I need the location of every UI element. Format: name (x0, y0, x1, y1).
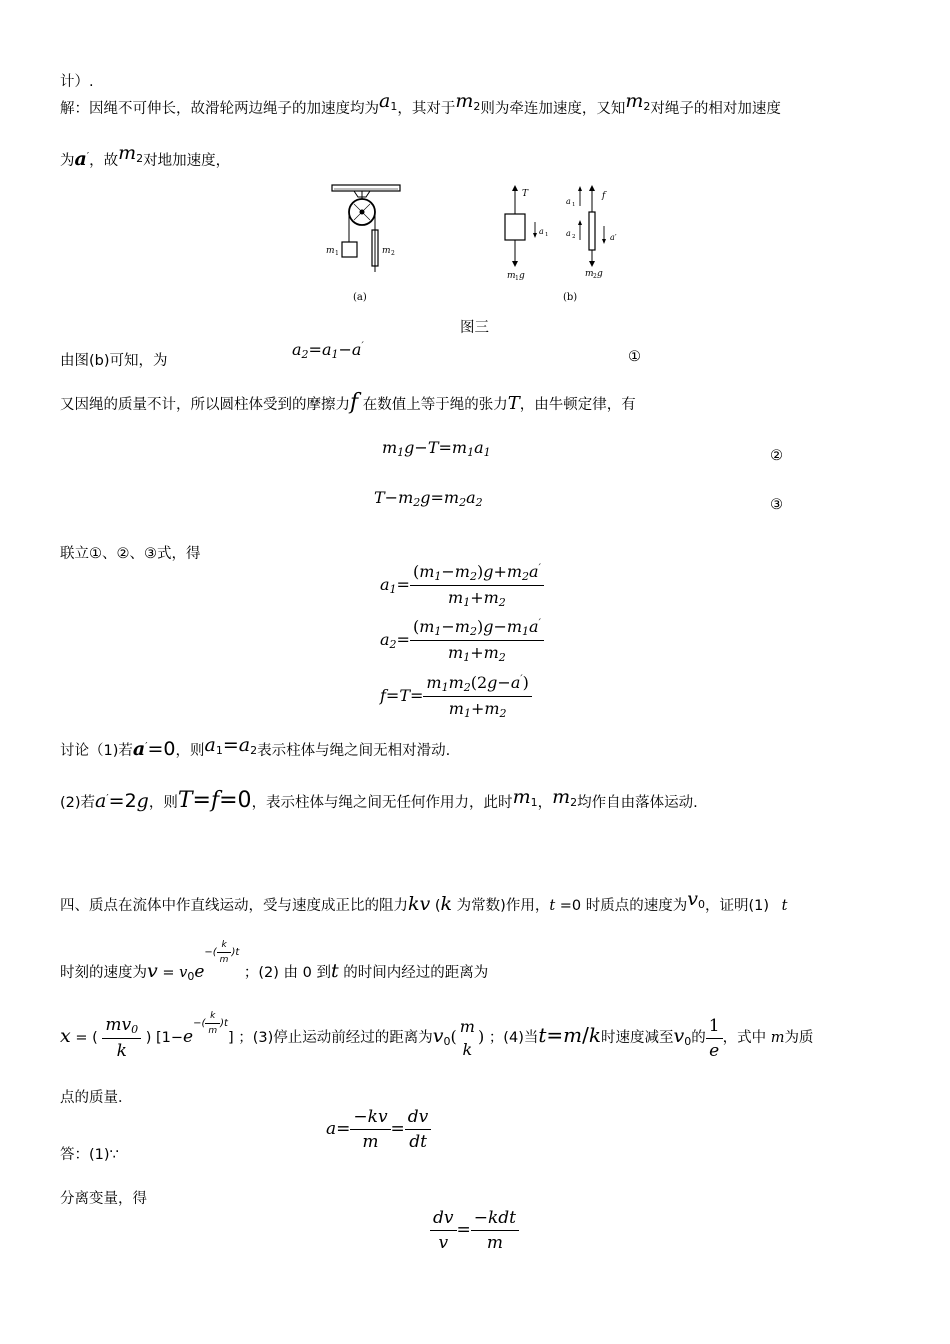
label-m1: m (326, 246, 335, 256)
answer-text: 答：(1)∵ (60, 1147, 119, 1163)
eq-number-1: ① (628, 349, 641, 365)
solution-text: ，故 (89, 153, 119, 169)
svg-text:m: m (585, 269, 594, 279)
problem-4-line-3: x = ( $\frac{mv_0}{k}$ ) $[1-e^{-( \frac{k}{m} )t}]$ ；(3)停止运动前经过的距离为$v_0$( m k ) ；(4)当t=m/k时速度减至$v_0$的 $\frac{1}{e}$ ，式中 m为质 (60, 1010, 814, 1061)
solution-text: 对绳子的相对加速度 (650, 101, 781, 117)
label-T: T (522, 189, 529, 199)
solution-text: 对地加速度， (143, 153, 231, 169)
svg-text:a: a (566, 197, 571, 206)
problem-4-line-1: 四、质点在流体中作直线运动，受与速度成正比的阻力kv (k 为常数)作用，t =0 时质点的速度为$v_0$，证明(1) t (60, 888, 788, 915)
svg-text:2: 2 (391, 250, 395, 257)
svg-text:1: 1 (572, 202, 576, 208)
fbd-cylinder (589, 212, 595, 250)
block-m1 (342, 242, 357, 257)
eq-3: $T-m_2g=m_2a_2$ (374, 488, 483, 509)
discussion-2: (2)若a′=2g，则T=f=0，表示柱体与绳之间无任何作用力，此时$m_1$，$m_2$均作自由落体运动. (60, 786, 698, 813)
svg-text:a: a (566, 229, 571, 238)
problem-4-line-2: 时刻的速度为$v = v_0e^{-( \frac{k}{m} )t}$ ；(2) 由 0 到t 的时间内经过的距离为 (60, 939, 489, 983)
figure-caption: 图三 (460, 320, 489, 336)
eq-number-2: ② (770, 448, 783, 464)
eq-number-3: ③ (770, 497, 783, 513)
figure-label-b: (b) (563, 292, 578, 303)
svg-text:g: g (597, 269, 603, 279)
svg-text:a′: a′ (610, 233, 617, 242)
top-fragment: 计）. (60, 74, 94, 90)
fig-b-text: 由图(b)可知，为 (60, 353, 168, 369)
eq-a1-result: $a_1=$ $\frac{(m_1-m_2)g+m_2a'}{m_1+m_2}$ (380, 562, 544, 609)
svg-text:m: m (507, 271, 516, 281)
eq-1: $a_2=a_1-a'$ (292, 340, 364, 361)
solution-line-1: 解：因绳不可伸长，故滑轮两边绳子的加速度均为$a_1$，其对于$m_2$则为牵连加速度，又知$m_2$对绳子的相对加速度 (60, 90, 781, 117)
solution-text: 解：因绳不可伸长，故滑轮两边绳子的加速度均为 (60, 101, 379, 117)
svg-text:1: 1 (515, 275, 519, 282)
label-f: f (602, 191, 606, 201)
pulley-figure (320, 182, 620, 310)
eq-2: $m_1g-T=m_1a_1$ (382, 438, 491, 459)
separate-text: 分离变量，得 (60, 1191, 147, 1207)
figure-label-a: (a) (353, 292, 367, 303)
eq-a2-result: $a_2=$ $\frac{(m_1-m_2)g-m_1a'}{m_1+m_2}$ (380, 617, 544, 664)
eq-separated: $\frac{dv}{v}$ = $\frac{\text{−kdt}}{m}$ (430, 1208, 519, 1253)
solution-text: 为 (60, 153, 75, 169)
svg-text:g: g (519, 271, 525, 281)
discussion-1: 讨论（1)若a′=0，则$a_1=a_2$表示柱体与绳之间无相对滑动. (60, 734, 451, 760)
svg-text:2: 2 (593, 273, 597, 280)
eq-f-result: f=T= $\frac{m_1m_2(2g-a')}{m_1+m_2}$ (380, 673, 532, 720)
friction-text: 又因绳的质量不计，所以圆柱体受到的摩擦力f 在数值上等于绳的张力T，由牛顿定律，有 (60, 390, 636, 415)
problem-4-line-4: 点的质量． (60, 1090, 133, 1106)
eq-acceleration: a= $\frac{-kv}{m}$ = $\frac{dv}{dt}$ (326, 1107, 431, 1152)
solution-line-2: 为a′，故$m_2$对地加速度， (60, 142, 231, 170)
fbd-block (505, 214, 525, 240)
label-m2: m (382, 246, 391, 256)
solution-text: 则为牵连加速度，又知 (480, 101, 626, 117)
solution-text: ，其对于 (397, 101, 456, 117)
svg-text:2: 2 (572, 234, 576, 240)
svg-text:1: 1 (335, 250, 339, 257)
svg-text:1: 1 (545, 232, 549, 238)
combine-text: 联立①、②、③式，得 (60, 546, 201, 562)
svg-text:a: a (539, 227, 544, 236)
